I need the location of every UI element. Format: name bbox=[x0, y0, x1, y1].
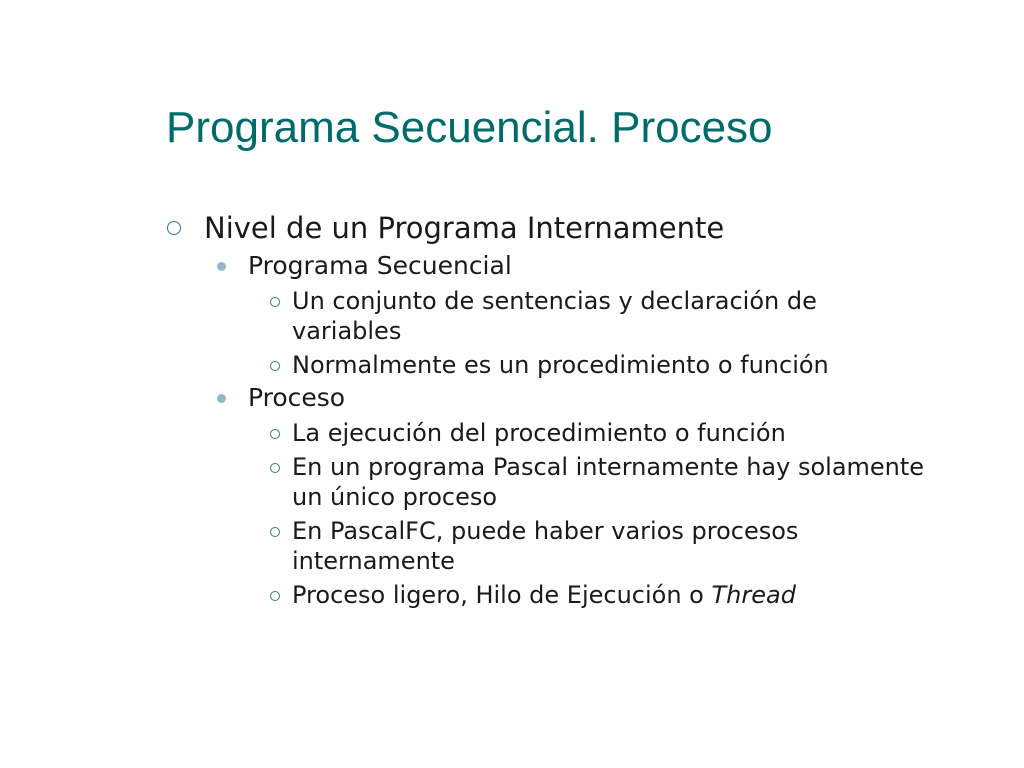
subbullet bbox=[292, 452, 946, 512]
filled-dot-icon bbox=[217, 394, 226, 403]
hollow-circle-icon bbox=[270, 297, 280, 307]
subbullet-text: La ejecución del procedimiento o función bbox=[292, 419, 786, 447]
subbullet bbox=[292, 418, 946, 448]
subbullet-emphasis: Thread bbox=[711, 581, 796, 609]
subbullet-text: En un programa Pascal internamente hay solamente un único proceso bbox=[292, 453, 925, 511]
subbullet-text: Normalmente es un procedimiento o función bbox=[292, 351, 829, 379]
subbullet-text: Un conjunto de sentencias y declaración de variables bbox=[292, 287, 817, 345]
subbullet-text: En PascalFC, puede haber varios procesos internamente bbox=[292, 517, 799, 575]
subbullet bbox=[292, 350, 946, 380]
bullet-label: Proceso bbox=[248, 383, 346, 412]
subbullet bbox=[292, 516, 946, 576]
subbullet-text-main: Proceso ligero, Hilo de Ejecución o bbox=[292, 581, 712, 609]
hollow-circle-icon bbox=[270, 591, 280, 601]
subbullet bbox=[292, 286, 946, 346]
bullet-proceso bbox=[248, 382, 946, 414]
hollow-circle-icon bbox=[167, 221, 181, 235]
bullet-label: Programa Secuencial bbox=[248, 251, 512, 280]
hollow-circle-icon bbox=[270, 361, 280, 371]
subbullet bbox=[292, 580, 946, 610]
bullet-programa-secuencial bbox=[248, 250, 946, 282]
slide-title: Programa Secuencial. Proceso bbox=[166, 103, 773, 152]
hollow-circle-icon bbox=[270, 527, 280, 537]
bullet-level1 bbox=[166, 208, 946, 248]
filled-dot-icon bbox=[217, 262, 226, 271]
hollow-circle-icon bbox=[270, 463, 280, 473]
subbullet-text bbox=[292, 580, 932, 610]
bullet-level1-text: Nivel de un Programa Internamente bbox=[204, 211, 725, 245]
slide-content bbox=[166, 208, 946, 610]
hollow-circle-icon bbox=[270, 429, 280, 439]
